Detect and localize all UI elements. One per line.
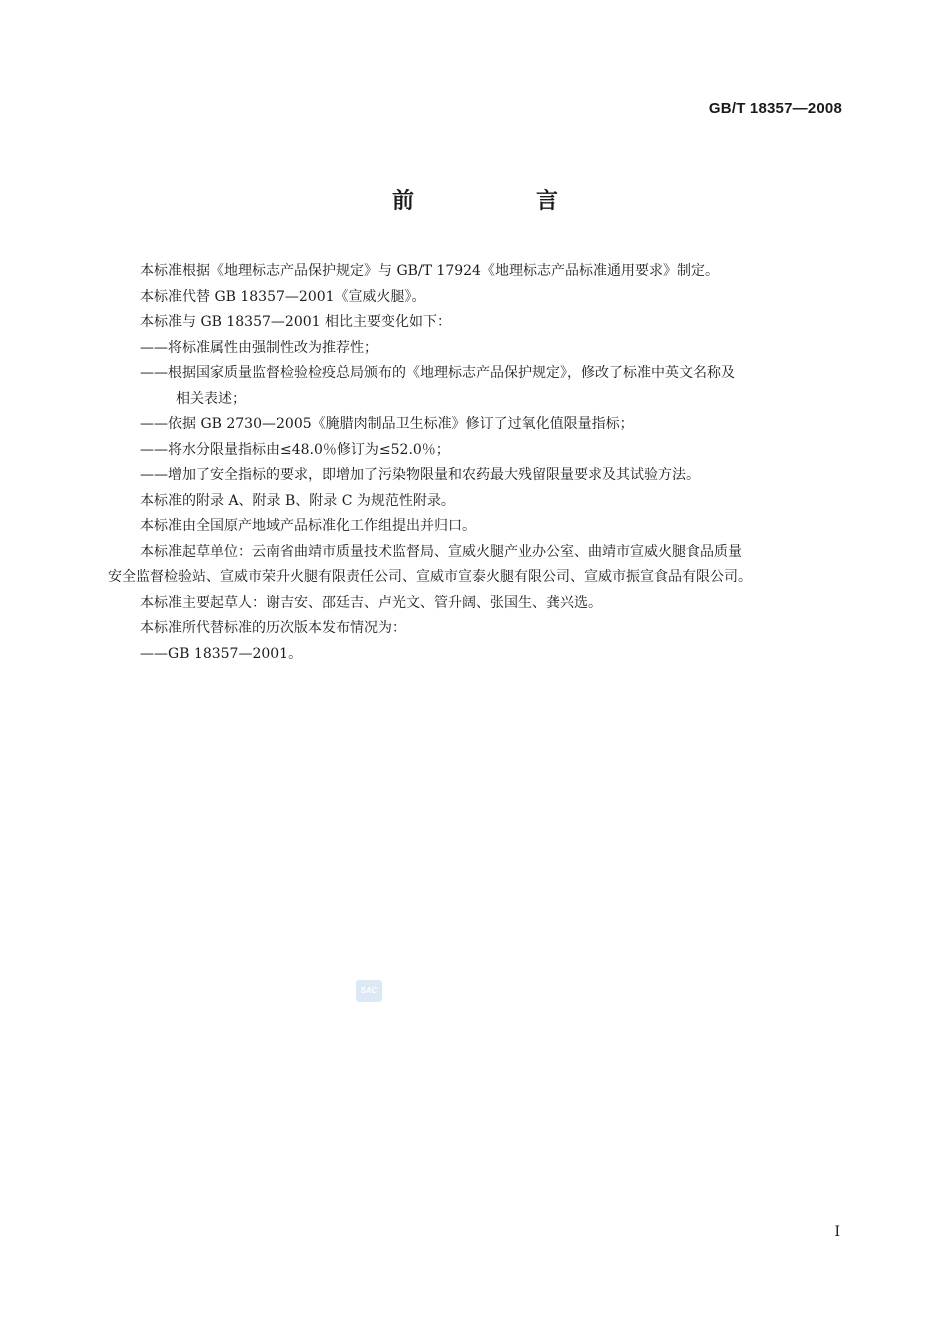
paragraph-drafting-units: 本标准起草单位：云南省曲靖市质量技术监督局、宣威火腿产业办公室、曲靖市宣威火腿食品质量 bbox=[140, 543, 742, 560]
paragraph-replaces: 本标准代替 GB 18357—2001《宣威火腿》。 bbox=[140, 288, 426, 305]
change-item-5: ——增加了安全指标的要求，即增加了污染物限量和农药最大残留限量要求及其试验方法。 bbox=[140, 467, 700, 483]
paragraph-proposer: 本标准由全国原产地域产品标准化工作组提出并归口。 bbox=[140, 518, 476, 534]
paragraph-drafting-units-continued: 安全监督检验站、宣威市荣升火腿有限责任公司、宣威市宣泰火腿有限公司、宣威市振宣食品有限公司。 bbox=[108, 569, 752, 585]
paragraph-history-intro: 本标准所代替标准的历次版本发布情况为： bbox=[140, 620, 406, 636]
page-number: I bbox=[834, 1224, 840, 1240]
paragraph-basis: 本标准根据《地理标志产品保护规定》与 GB/T 17924《地理标志产品标准通用要求》制定。 bbox=[140, 263, 719, 279]
change-item-2-continued: 相关表述； bbox=[176, 390, 246, 407]
history-item-1: ——GB 18357—2001。 bbox=[140, 645, 303, 662]
paragraph-drafters: 本标准主要起草人：谢吉安、邵廷吉、卢光文、管升阔、张国生、龚兴选。 bbox=[140, 594, 602, 611]
change-item-4: ——将水分限量指标由≤48.0％修订为≤52.0％； bbox=[140, 441, 450, 458]
change-item-1: ——将标准属性由强制性改为推荐性； bbox=[140, 339, 378, 356]
sac-watermark-logo: SAC bbox=[356, 980, 382, 1002]
page-title: 前 言 bbox=[391, 189, 608, 214]
foreword-body bbox=[108, 259, 844, 667]
standard-code: GB/T 18357—2008 bbox=[708, 100, 842, 117]
change-item-2: ——根据国家质量监督检验检疫总局颁布的《地理标志产品保护规定》，修改了标准中英文名称及 bbox=[140, 365, 735, 381]
change-item-3: ——依据 GB 2730—2005《腌腊肉制品卫生标准》修订了过氧化值限量指标； bbox=[140, 416, 634, 432]
paragraph-changes-intro: 本标准与 GB 18357—2001 相比主要变化如下： bbox=[140, 314, 451, 330]
paragraph-annexes: 本标准的附录 A、附录 B、附录 C 为规范性附录。 bbox=[140, 492, 455, 509]
